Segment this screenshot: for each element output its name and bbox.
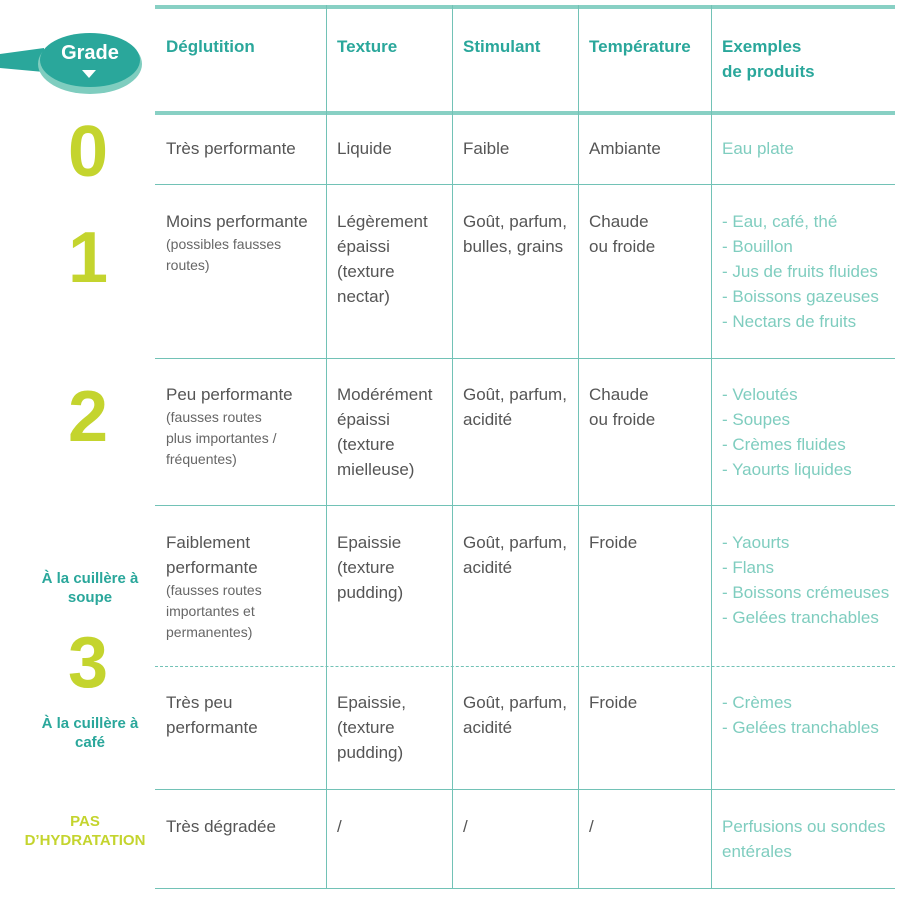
header-temperature: Température bbox=[589, 37, 691, 56]
list-item: - Boissons crémeuses bbox=[722, 583, 890, 602]
row-5-deglutition: Très dégradée bbox=[166, 817, 276, 836]
row-0-texture: Liquide bbox=[337, 139, 392, 158]
row-1-deglutition-cell bbox=[166, 209, 321, 276]
header-stimulant: Stimulant bbox=[463, 37, 541, 56]
row-2-texture: Modérément épaissi (texture mielleuse) bbox=[337, 385, 433, 479]
row-3-deglutition-note: (fausses routes importantes et permanentes) bbox=[166, 582, 262, 640]
row-4-temperature: Froide bbox=[589, 693, 638, 712]
row-3-texture: Epaissie (texture pudding) bbox=[337, 533, 404, 602]
grade-3: 3 bbox=[67, 623, 109, 703]
dysphagia-table bbox=[155, 5, 895, 889]
row-0-temperature: Ambiante bbox=[589, 139, 661, 158]
list-item: - Yaourts bbox=[722, 533, 790, 552]
row-divider-dashed bbox=[155, 666, 895, 667]
grade-1: 1 bbox=[67, 218, 109, 298]
row-5-examples bbox=[722, 814, 892, 864]
row-3-stimulant: Goût, parfum, acidité bbox=[463, 533, 567, 577]
column-divider bbox=[578, 5, 579, 889]
list-item: Eau plate bbox=[722, 139, 794, 158]
row-1-deglutition: Moins performante bbox=[166, 212, 308, 231]
row-0-stimulant: Faible bbox=[463, 139, 510, 158]
row-1-deglutition-note: (possibles fausses routes) bbox=[166, 236, 282, 273]
row-2-deglutition-note: (fausses routes plus importantes / fréquentes) bbox=[166, 409, 277, 467]
grade-3-label-cafe: À la cuillère à café bbox=[41, 715, 139, 751]
row-divider bbox=[155, 505, 895, 506]
list-item: Perfusions ou sondes entérales bbox=[722, 817, 886, 861]
header-exemples-line2: de produits bbox=[722, 62, 815, 81]
list-item: - Nectars de fruits bbox=[722, 312, 857, 331]
row-divider bbox=[155, 789, 895, 790]
header-exemples bbox=[722, 34, 815, 84]
grade-2: 2 bbox=[67, 377, 109, 457]
row-2-deglutition-cell bbox=[166, 382, 321, 470]
row-4-texture: Epaissie, (texture pudding) bbox=[337, 693, 406, 762]
list-item: - Veloutés bbox=[722, 385, 798, 404]
header-texture: Texture bbox=[337, 37, 398, 56]
grade-0: 0 bbox=[67, 112, 109, 192]
row-2-examples bbox=[722, 382, 892, 482]
row-4-deglutition: Très peu performante bbox=[166, 693, 258, 737]
list-item: - Bouillon bbox=[722, 237, 793, 256]
row-2-stimulant: Goût, parfum, acidité bbox=[463, 385, 567, 429]
header-divider bbox=[155, 111, 895, 115]
column-divider bbox=[452, 5, 453, 889]
list-item: - Gelées tranchables bbox=[722, 608, 879, 627]
list-item: - Yaourts liquides bbox=[722, 460, 852, 479]
list-item: - Boissons gazeuses bbox=[722, 287, 879, 306]
header-exemples-line1: Exemples bbox=[722, 37, 802, 56]
row-1-examples bbox=[722, 209, 892, 334]
list-item: - Gelées tranchables bbox=[722, 718, 879, 737]
list-item: - Crèmes bbox=[722, 693, 792, 712]
row-0-examples bbox=[722, 136, 892, 161]
row-5-temperature: / bbox=[589, 817, 594, 836]
header-deglutition: Déglutition bbox=[166, 37, 255, 56]
list-item: - Flans bbox=[722, 558, 774, 577]
list-item: - Eau, café, thé bbox=[722, 212, 838, 231]
list-item: - Jus de fruits fluides bbox=[722, 262, 878, 281]
row-divider bbox=[155, 358, 895, 359]
grade-badge bbox=[0, 26, 145, 96]
column-divider bbox=[711, 5, 712, 889]
table-top-border bbox=[155, 5, 895, 9]
row-4-stimulant: Goût, parfum, acidité bbox=[463, 693, 567, 737]
row-3-deglutition-cell bbox=[166, 530, 321, 643]
row-3-deglutition: Faiblement performante bbox=[166, 533, 258, 577]
row-3-temperature: Froide bbox=[589, 533, 638, 552]
list-item: - Soupes bbox=[722, 410, 791, 429]
table-bottom-border bbox=[155, 888, 895, 889]
row-divider bbox=[155, 184, 895, 185]
badge-label: Grade bbox=[61, 42, 119, 64]
column-divider bbox=[326, 5, 327, 889]
row-2-deglutition: Peu performante bbox=[166, 385, 293, 404]
row-2-temperature: Chaude ou froide bbox=[589, 385, 656, 429]
row-4-examples bbox=[722, 690, 892, 740]
no-hydration-label: PAS D’HYDRATATION bbox=[24, 813, 146, 849]
row-1-texture: Légèrement épaissi (texture nectar) bbox=[337, 212, 428, 306]
row-1-temperature: Chaude ou froide bbox=[589, 212, 656, 256]
row-5-texture: / bbox=[337, 817, 342, 836]
row-1-stimulant: Goût, parfum, bulles, grains bbox=[463, 212, 567, 256]
list-item: - Crèmes fluides bbox=[722, 435, 846, 454]
grade-3-label-soupe: À la cuillère à soupe bbox=[41, 570, 139, 606]
row-0-deglutition: Très performante bbox=[166, 139, 296, 158]
row-5-stimulant: / bbox=[463, 817, 468, 836]
row-3-examples bbox=[722, 530, 892, 630]
